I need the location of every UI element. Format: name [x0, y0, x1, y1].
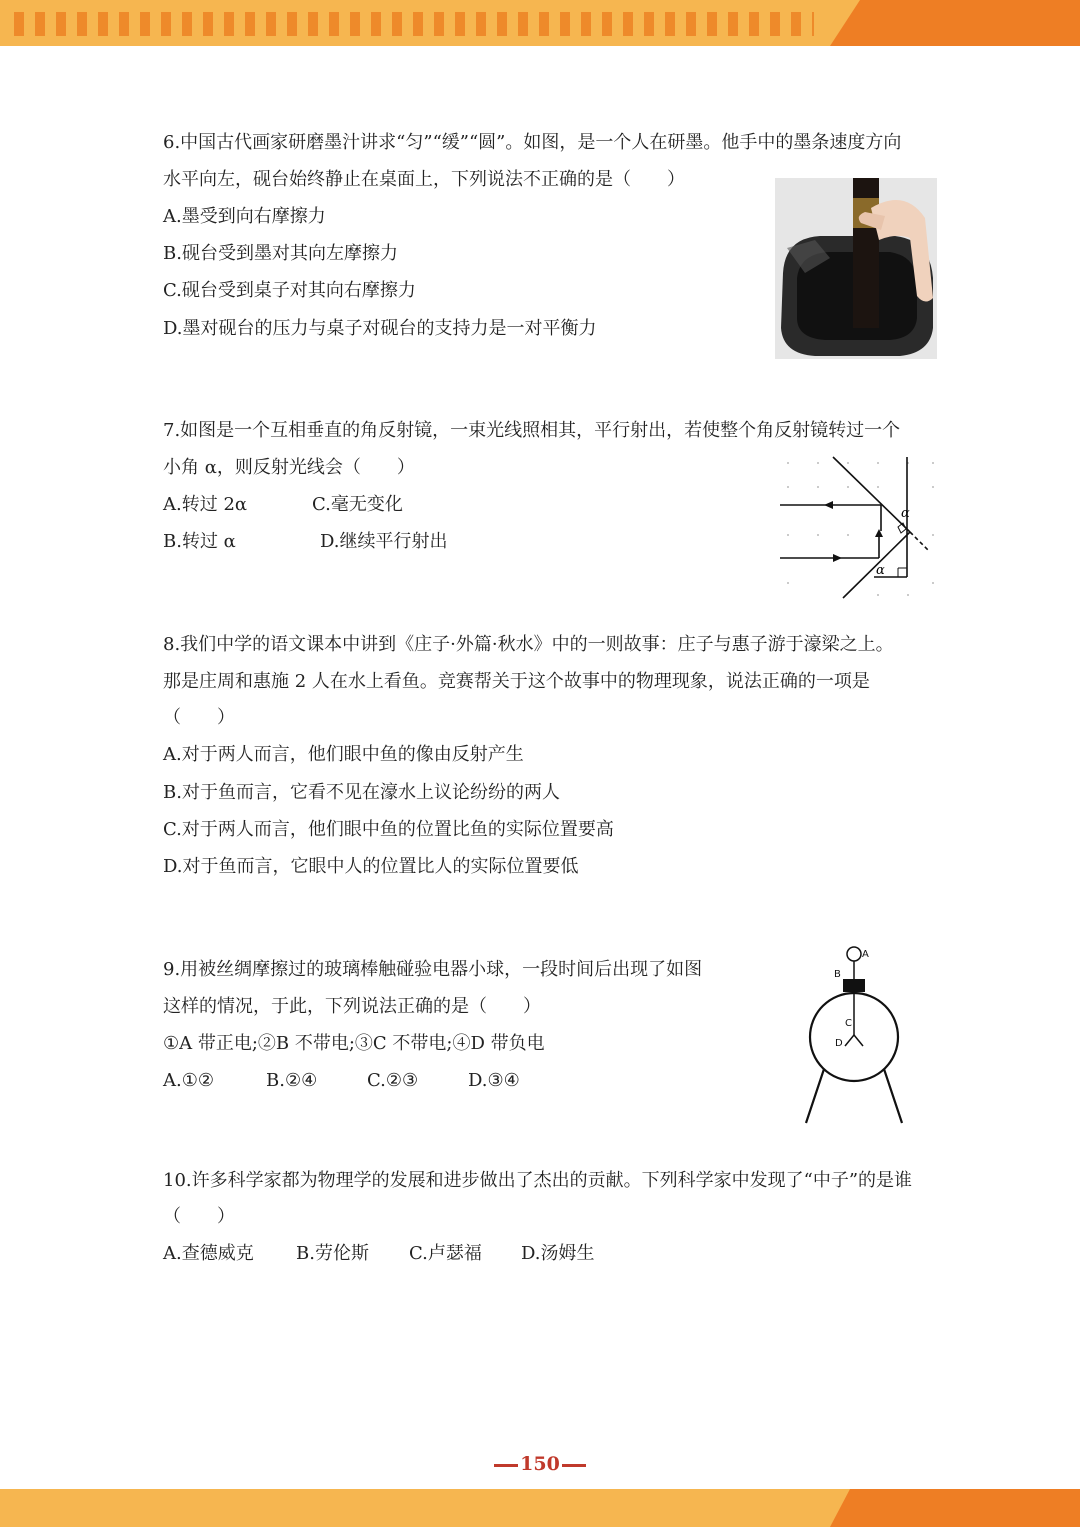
page-number-value: 150 — [520, 1453, 560, 1475]
q7-stem-line1: 7.如图是一个互相垂直的角反射镜，一束光线照相其，平行射出，若使整个角反射镜转过一个 — [163, 420, 901, 441]
q6-stem-line1: 6.中国古代画家研磨墨汁讲求“匀”“缓”“圆”。如图，是一个人在研墨。他手中的墨条速度方向 — [163, 132, 902, 153]
label-d: D — [835, 1038, 843, 1049]
q10-stem-line2: （ ） — [163, 1206, 235, 1227]
q8-stem-line1: 8.我们中学的语文课本中讲到《庄子·外篇·秋水》中的一则故事：庄子与惠子游于濠梁之上。 — [163, 634, 894, 655]
q9-statements: ①A 带正电;②B 不带电;③C 不带电;④D 带负电 — [163, 1033, 545, 1054]
q9-option-c: C.②③ — [367, 1070, 419, 1091]
q9-option-a: A.①② — [163, 1070, 214, 1091]
q8-stem-line2: 那是庄周和惠施 2 人在水上看鱼。竞赛帮关于这个故事中的物理现象，说法正确的一项是 — [163, 671, 870, 692]
page-number — [0, 1453, 1080, 1475]
header-accent — [830, 0, 1080, 46]
header-stripes — [14, 12, 814, 36]
label-a: A — [862, 949, 869, 960]
q6-option-c: C.砚台受到桌子对其向右摩擦力 — [163, 280, 416, 301]
label-b: B — [834, 969, 841, 980]
q9-stem-line1: 9.用被丝绸摩擦过的玻璃棒触碰验电器小球，一段时间后出现了如图 — [163, 959, 703, 980]
q10-option-a: A.查德威克 — [163, 1243, 254, 1264]
q7-option-d: D.继续平行射出 — [320, 531, 448, 552]
q8-option-d: D.对于鱼而言，它眼中人的位置比人的实际位置要低 — [163, 856, 579, 877]
alpha-label-right: α — [901, 506, 910, 521]
page-number-dash-right — [562, 1464, 586, 1467]
header-banner — [0, 0, 1080, 46]
corner-reflector-diagram — [778, 455, 940, 600]
electroscope-diagram — [798, 940, 918, 1130]
q7-option-b: B.转过 α — [163, 531, 236, 552]
label-c: C — [845, 1018, 852, 1029]
q8-option-c: C.对于两人而言，他们眼中鱼的位置比鱼的实际位置要高 — [163, 819, 614, 840]
q7-options-row1 — [163, 493, 563, 517]
footer-banner — [0, 1489, 1080, 1527]
q7-options-row2 — [163, 530, 563, 554]
q6-option-b: B.砚台受到墨对其向左摩擦力 — [163, 243, 398, 264]
q9-option-b: B.②④ — [266, 1070, 318, 1091]
q6-option-a: A.墨受到向右摩擦力 — [163, 206, 326, 227]
q8-option-b: B.对于鱼而言，它看不见在濠水上议论纷纷的两人 — [163, 782, 560, 803]
q10-option-c: C.卢瑟福 — [409, 1243, 482, 1264]
q10-option-b: B.劳伦斯 — [296, 1243, 369, 1264]
q7-stem-line2: 小角 α，则反射光线会（ ） — [163, 457, 415, 478]
q7-option-c: C.毫无变化 — [312, 494, 403, 515]
q9-options-row — [163, 1069, 583, 1093]
q6-stem-line2: 水平向左，砚台始终静止在桌面上，下列说法不正确的是（ ） — [163, 169, 685, 190]
q10-option-d: D.汤姆生 — [521, 1243, 595, 1264]
q8-stem-line3: （ ） — [163, 707, 235, 728]
alpha-label-bottom: α — [876, 563, 885, 578]
q9-option-d: D.③④ — [468, 1070, 520, 1091]
q9-stem-line2: 这样的情况，于此，下列说法正确的是（ ） — [163, 996, 541, 1017]
footer-accent — [830, 1489, 1080, 1527]
q10-options-row — [163, 1242, 623, 1266]
q8-option-a: A.对于两人而言，他们眼中鱼的像由反射产生 — [163, 744, 524, 765]
ink-grinding-photo — [775, 178, 937, 359]
q7-option-a: A.转过 2α — [163, 494, 248, 515]
q6-option-d: D.墨对砚台的压力与桌子对砚台的支持力是一对平衡力 — [163, 318, 597, 339]
q10-stem-line1: 10.许多科学家都为物理学的发展和进步做出了杰出的贡献。下列科学家中发现了“中子”的是谁 — [163, 1170, 913, 1191]
page-number-dash-left — [494, 1464, 518, 1467]
